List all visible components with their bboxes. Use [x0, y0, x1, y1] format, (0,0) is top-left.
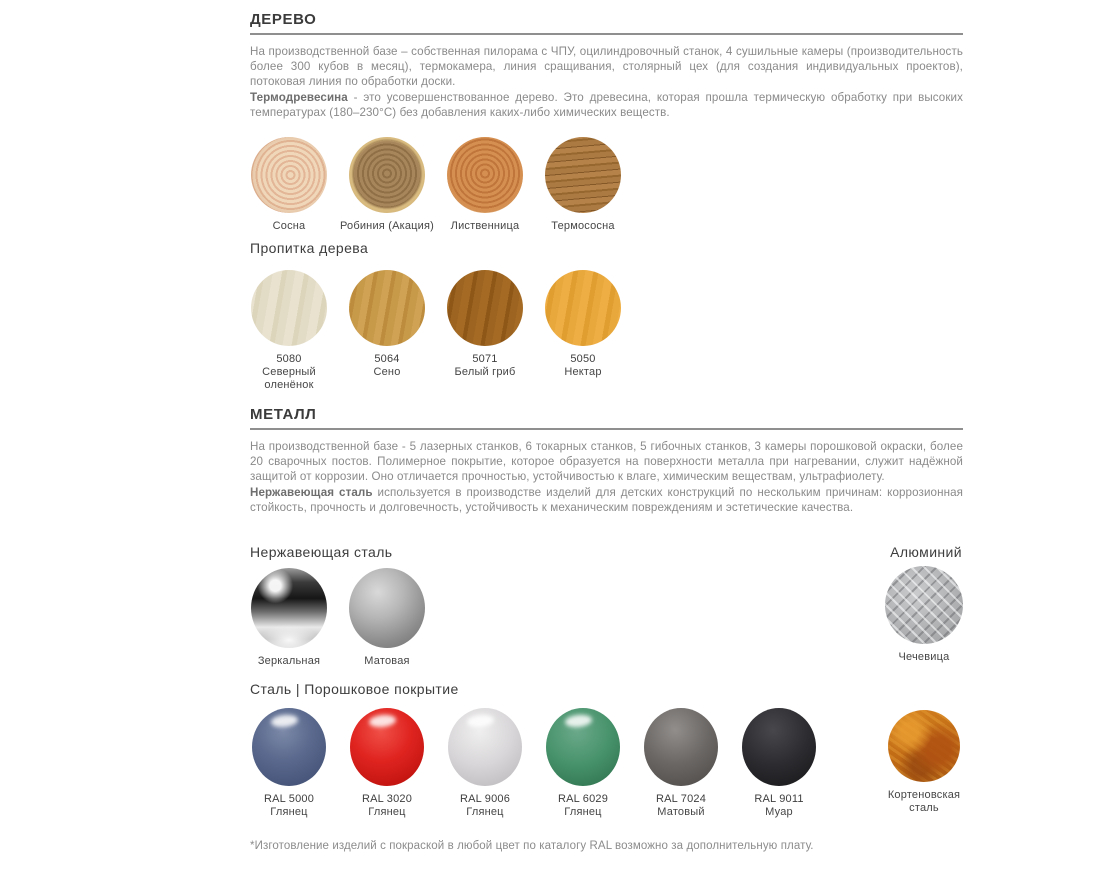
wood-section-title: ДЕРЕВО — [250, 12, 963, 35]
swatch-5080 — [240, 270, 338, 392]
swatch-label — [240, 353, 338, 392]
swatch-label: Термососна — [551, 220, 615, 232]
swatch-code: 5080 — [276, 353, 302, 365]
powder-row — [240, 708, 828, 819]
swatch-name: Белый гриб — [454, 366, 516, 378]
swatch-label: Зеркальная — [257, 655, 321, 667]
ral-footnote: *Изготовление изделий с покраской в любой цвет по каталогу RAL возможно за дополнительную плату. — [250, 840, 814, 852]
swatch-robinia — [338, 137, 436, 233]
swatch-label: Сосна — [272, 220, 306, 232]
thermopine-grain-image — [545, 137, 621, 213]
swatch-label: Чечевица — [898, 651, 950, 663]
swatch-code: RAL 5000 — [263, 793, 315, 805]
swatch-mirror-steel — [240, 568, 338, 668]
stainless-text: используется в производстве изделий для детских конструкций по нескольким причинам: коррозионная стойкость, прочность и долговечность, устойчивость к механическим повреждениям и эстетические качества. — [250, 485, 963, 514]
aluminum-title: Алюминий — [890, 544, 962, 560]
ral9011-ball-image — [742, 708, 816, 786]
swatch-ral5000 — [240, 708, 338, 819]
impregnation-5064-image — [349, 270, 425, 346]
swatch-label — [754, 793, 803, 819]
thermowood-text: - это усовершенствованное дерево. Это древесина, которая прошла термическую обработку при высоких температурах (180–230°C) без добавления каких-либо химических веществ. — [250, 90, 963, 119]
swatch-pine — [240, 137, 338, 233]
swatch-finish: Глянец — [270, 806, 308, 818]
swatch-checkerplate — [875, 566, 973, 664]
swatch-5071 — [436, 270, 534, 392]
matte-steel-ball-image — [349, 568, 425, 648]
swatch-name: Нектар — [564, 366, 602, 378]
swatch-label: Лиственница — [450, 220, 520, 232]
swatch-larch — [436, 137, 534, 233]
swatch-code: 5064 — [374, 353, 400, 365]
ral9006-ball-image — [448, 708, 522, 786]
swatch-5050 — [534, 270, 632, 392]
swatch-code: RAL 9006 — [459, 793, 511, 805]
metal-intro-paragraph — [250, 439, 963, 515]
stainless-title: Нержавеющая сталь — [250, 544, 393, 560]
robinia-cross-section-image — [349, 137, 425, 213]
wood-intro-paragraph — [250, 44, 963, 120]
wood-intro-text: На производственной базе – собственная пилорама с ЧПУ, оцилиндровочный станок, 4 сушильные камеры (производительность более 300 кубов в месяц), термокамера, линия сращивания, столярный цех (для создания индивидуальных проектов), потоковая линия по обработки доски. — [250, 45, 963, 89]
swatch-label — [558, 793, 608, 819]
thermowood-lead: Термодревесина — [250, 90, 348, 104]
metal-intro-text: На производственной базе - 5 лазерных станков, 6 токарных станков, 5 гибочных станков, 3 камеры порошковой окраски, более 20 сварочных постов. Полимерное покрытие, которое образуется на поверхности металла при нагревании, служит надёжной защитой от коррозии. Оно отличается прочностью, устойчивостью к влаге, химическим веществам, ультрафиолету. — [250, 440, 963, 484]
swatch-ral6029 — [534, 708, 632, 819]
swatch-thermopine — [534, 137, 632, 233]
larch-cross-section-image — [447, 137, 523, 213]
impregnation-5071-image — [447, 270, 523, 346]
swatch-matte-steel — [338, 568, 436, 668]
ral3020-ball-image — [350, 708, 424, 786]
swatch-label — [264, 793, 314, 819]
swatch-label: Кортеновская сталь — [887, 789, 961, 814]
swatch-ral3020 — [338, 708, 436, 819]
swatch-finish: Глянец — [368, 806, 406, 818]
ral6029-ball-image — [546, 708, 620, 786]
swatch-code: RAL 3020 — [361, 793, 413, 805]
swatch-code: RAL 6029 — [557, 793, 609, 805]
stainless-lead: Нержавеющая сталь — [250, 485, 373, 499]
swatch-label — [460, 793, 510, 819]
swatch-5064 — [338, 270, 436, 392]
wood-species-row — [240, 137, 632, 233]
swatch-code: 5071 — [472, 353, 498, 365]
checkerplate-aluminum-image — [885, 566, 963, 644]
swatch-code: 5050 — [570, 353, 596, 365]
pine-cross-section-image — [251, 137, 327, 213]
powder-title: Сталь | Порошковое покрытие — [250, 681, 459, 697]
swatch-label — [656, 793, 706, 819]
swatch-name: Сено — [373, 366, 401, 378]
swatch-label: Робиния (Акация) — [339, 220, 435, 232]
impregnation-row — [240, 270, 632, 392]
impregnation-5080-image — [251, 270, 327, 346]
swatch-label — [362, 793, 412, 819]
impregnation-title: Пропитка дерева — [250, 240, 369, 256]
swatch-ral9006 — [436, 708, 534, 819]
metal-section-title: МЕТАЛЛ — [250, 407, 963, 430]
swatch-code: RAL 7024 — [655, 793, 707, 805]
swatch-finish: Глянец — [564, 806, 602, 818]
swatch-code: RAL 9011 — [754, 793, 804, 805]
ral5000-ball-image — [252, 708, 326, 786]
swatch-corten — [875, 710, 973, 815]
mirror-steel-ball-image — [251, 568, 327, 648]
swatch-label — [373, 353, 400, 379]
swatch-ral7024 — [632, 708, 730, 819]
swatch-finish: Глянец — [466, 806, 504, 818]
swatch-finish: Матовый — [657, 806, 705, 818]
swatch-name: Северный оленёнок — [262, 366, 316, 391]
impregnation-5050-image — [545, 270, 621, 346]
swatch-finish: Муар — [765, 806, 793, 818]
swatch-label — [454, 353, 515, 379]
swatch-label — [564, 353, 601, 379]
swatch-ral9011 — [730, 708, 828, 819]
corten-steel-image — [888, 710, 960, 782]
swatch-label: Матовая — [364, 655, 410, 667]
ral7024-ball-image — [644, 708, 718, 786]
stainless-row — [240, 568, 436, 668]
